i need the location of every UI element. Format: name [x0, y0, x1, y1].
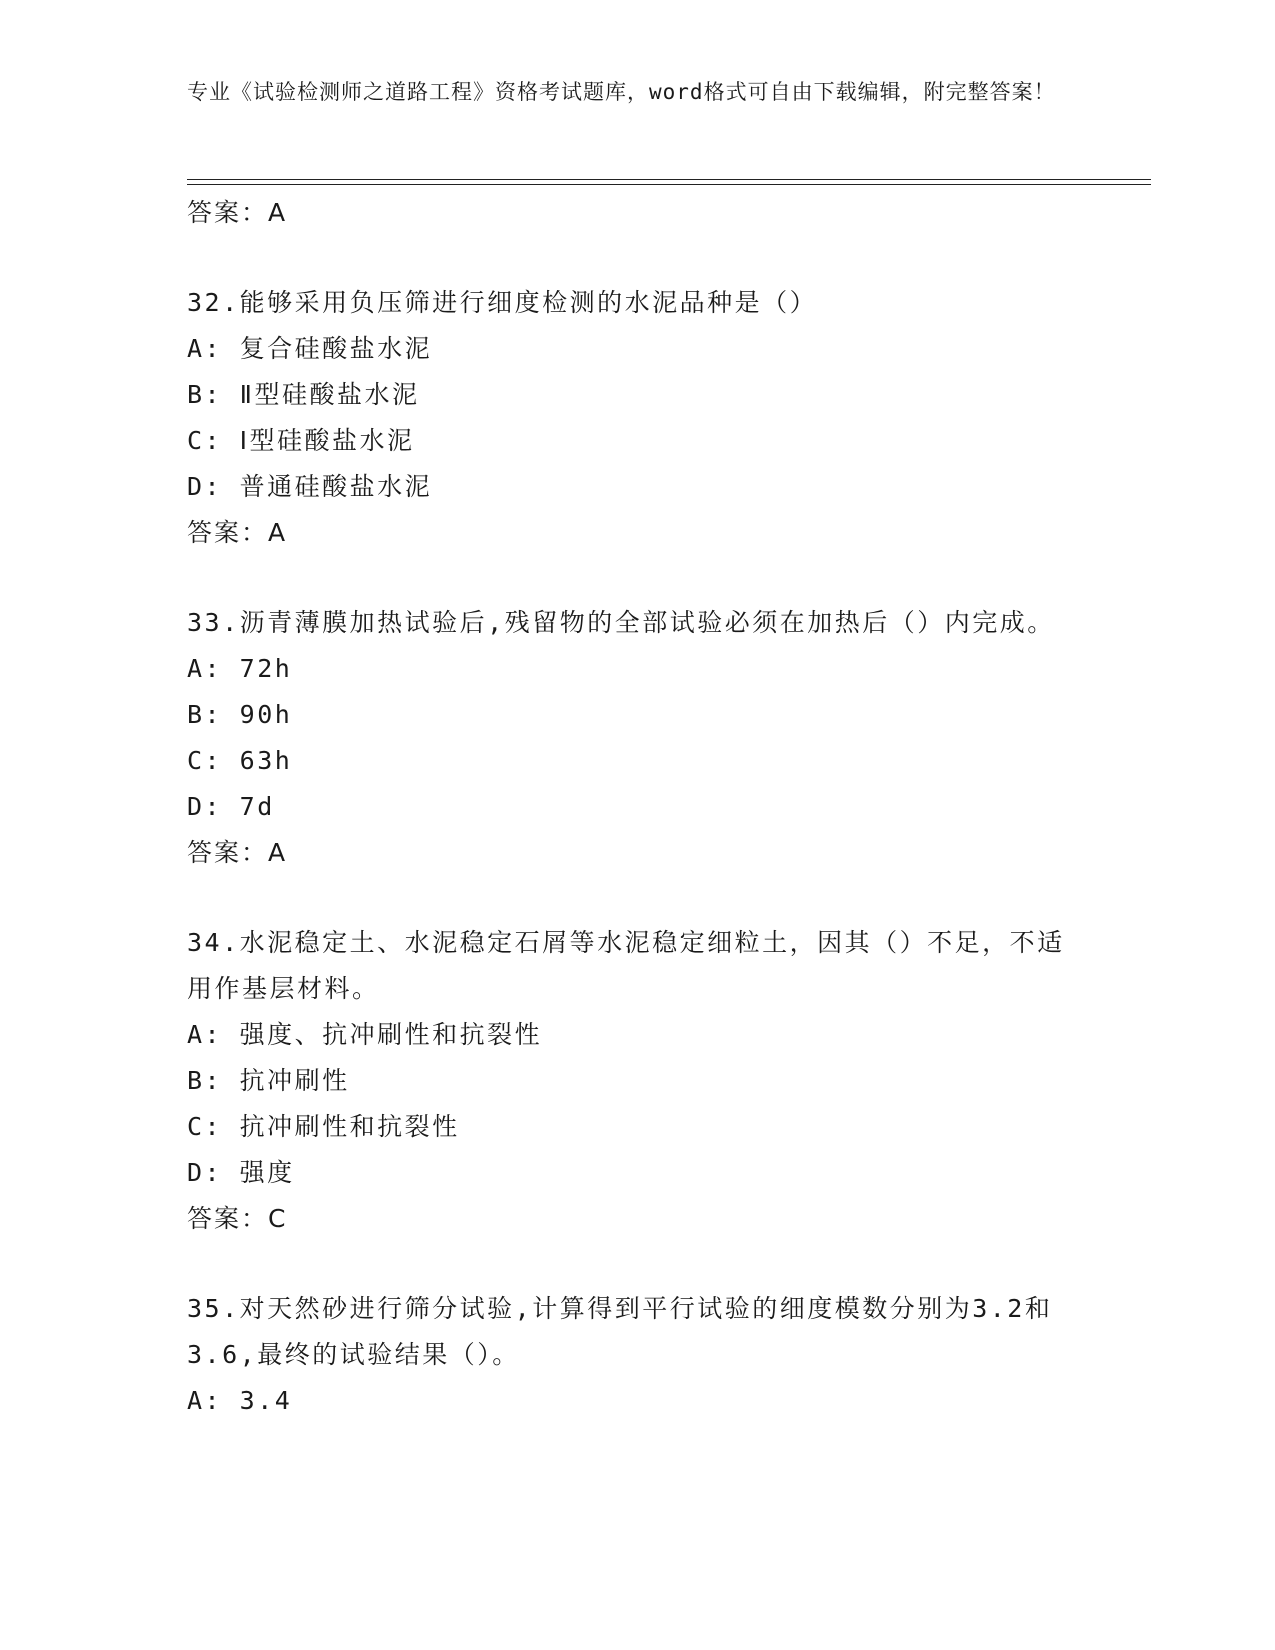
option-c: C: 63h	[187, 746, 293, 775]
option-b: B: Ⅱ型硅酸盐水泥	[187, 380, 420, 409]
question-title: 34.水泥稳定土、水泥稳定石屑等水泥稳定细粒土，因其（）不足，不适用作基层材料。	[187, 928, 1065, 1003]
header-divider-bottom	[187, 184, 1151, 185]
question-32	[187, 280, 1087, 556]
answer-line: 答案：A	[187, 518, 288, 547]
question-title: 33.沥青薄膜加热试验后,残留物的全部试验必须在加热后（）内完成。	[187, 608, 1055, 637]
document-header: 专业《试验检测师之道路工程》资格考试题库，word格式可自由下载编辑，附完整答案！	[187, 80, 1056, 104]
option-a: A: 复合硅酸盐水泥	[187, 334, 433, 363]
answer-line: 答案：A	[187, 838, 288, 867]
option-a: A: 72h	[187, 654, 293, 683]
option-a: A: 3.4	[187, 1386, 293, 1415]
option-c: C: 抗冲刷性和抗裂性	[187, 1112, 460, 1141]
question-content	[187, 190, 1087, 1424]
answer-line: 答案：A	[187, 198, 288, 227]
spacer	[187, 556, 1087, 600]
spacer	[187, 876, 1087, 920]
option-d: D: 普通硅酸盐水泥	[187, 472, 433, 501]
option-c: C: Ⅰ型硅酸盐水泥	[187, 426, 415, 455]
question-title: 35.对天然砂进行筛分试验,计算得到平行试验的细度模数分别为3.2和3.6,最终的试验结果（）。	[187, 1294, 1053, 1369]
answer-line: 答案：C	[187, 1204, 288, 1233]
spacer	[187, 236, 1087, 280]
question-title: 32.能够采用负压筛进行细度检测的水泥品种是（）	[187, 288, 818, 317]
option-b: B: 90h	[187, 700, 293, 729]
question-35	[187, 1286, 1087, 1424]
spacer	[187, 1242, 1087, 1286]
option-d: D: 7d	[187, 792, 275, 821]
question-33	[187, 600, 1087, 876]
option-a: A: 强度、抗冲刷性和抗裂性	[187, 1020, 543, 1049]
question-34	[187, 920, 1087, 1242]
header-divider-top	[187, 179, 1151, 180]
option-d: D: 强度	[187, 1158, 295, 1187]
option-b: B: 抗冲刷性	[187, 1066, 350, 1095]
